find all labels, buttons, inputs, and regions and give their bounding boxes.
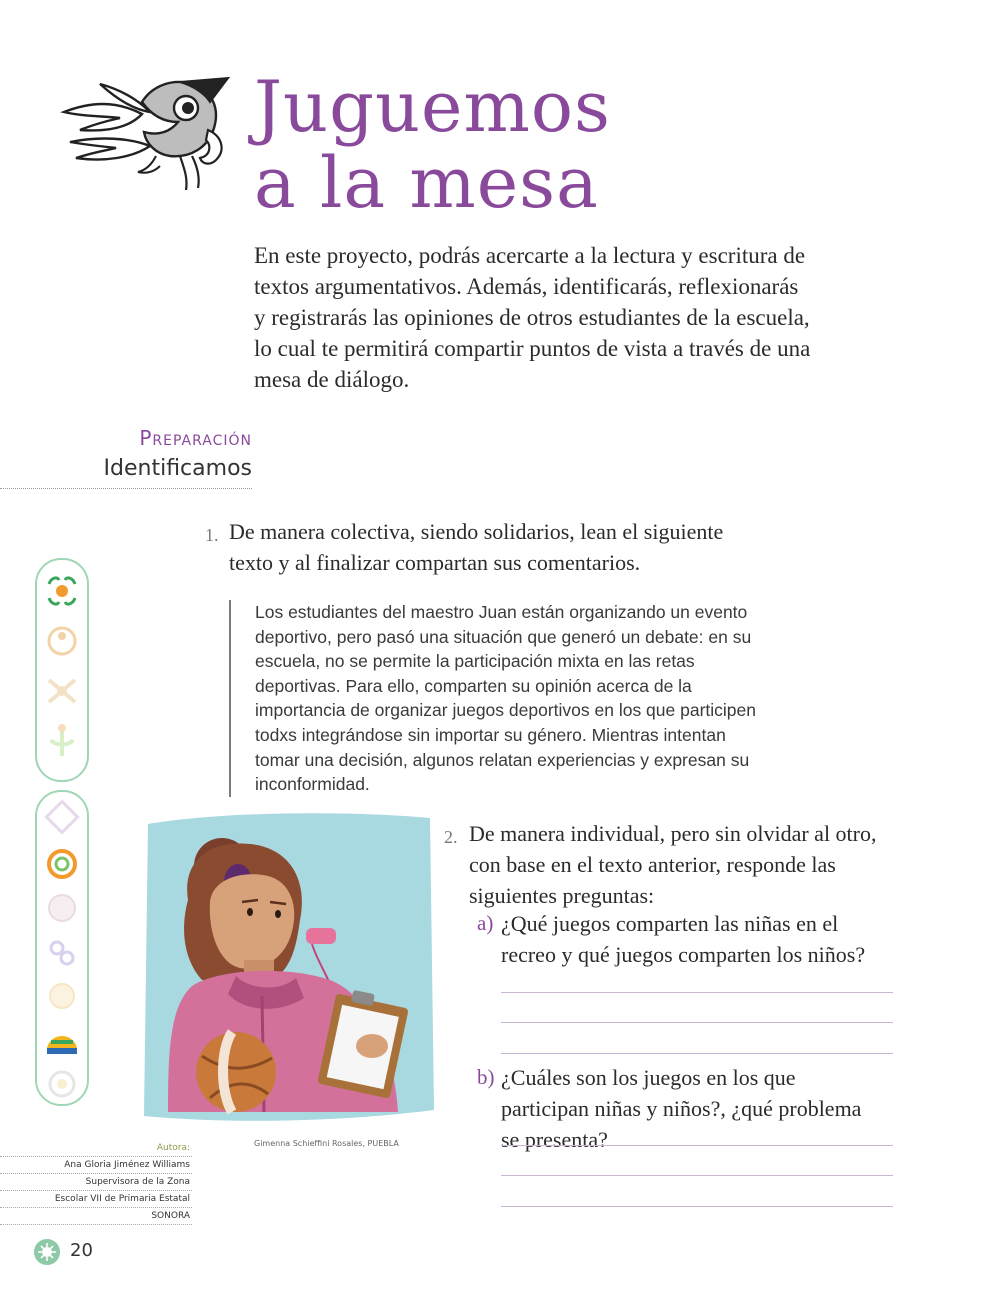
answer-line-b-3[interactable] [501, 1206, 893, 1207]
axis-icon-2 [37, 616, 87, 666]
question-2-item-b-letter: b) [477, 1065, 495, 1089]
intro-paragraph: En este proyecto, podrás acercarte a la lectura y escritura de textos argumentativos. Además, identificarás, reflexionarás y registrarás las opiniones de otros estudiantes de la escuela, lo cual te permitirá compartir puntos de vista a través de una mesa de diálogo. [254, 243, 811, 392]
field-icon-3 [37, 886, 87, 930]
fields-rail [35, 790, 89, 1106]
section-kicker: Preparación [139, 426, 252, 450]
mascot-bird-icon [60, 72, 232, 194]
question-2-item-a-letter: a) [477, 911, 494, 935]
author-line: SONORA [0, 1208, 192, 1225]
question-1-number: 1. [205, 525, 219, 545]
question-2-text: De manera individual, pero sin olvidar al otro, con base en el texto anterior, responde las siguientes preguntas: [469, 821, 877, 908]
question-2 [444, 818, 904, 911]
question-2-item-b [477, 1062, 877, 1155]
question-2-item-b-text: ¿Cuáles son los juegos en los que participan niñas y niños?, ¿qué problema se presenta? [501, 1065, 862, 1152]
author-line: Ana Gloria Jiménez Williams [0, 1157, 192, 1174]
axis-icon-1 [37, 566, 87, 616]
field-icon-5 [37, 974, 87, 1018]
quote-block: Los estudiantes del maestro Juan están organizando un evento deportivo, pero pasó una situación que generó un debate: en su escuela, no se permite la participación mixta en las retas deportivas. Para ello, comparten su opinión acerca de la importancia de organizar juegos deportivos en los que participen todxs integrándose sin importar su género. Mientras intentan tomar una decisión, algunos relatan experiencias y expresan su inconformidad. [229, 600, 765, 797]
field-icon-4 [37, 930, 87, 974]
answer-line-a-3[interactable] [501, 1053, 893, 1054]
illustration-credit: Gimenna Schieffini Rosales, PUEBLA [254, 1139, 399, 1148]
question-2-number: 2. [444, 827, 458, 847]
page-title-line-1: Juguemos [254, 66, 611, 148]
author-line: Escolar VII de Primaria Estatal [0, 1191, 192, 1208]
question-2-item-a [477, 908, 877, 970]
field-icon-1 [37, 798, 87, 842]
question-2-item-a-text: ¿Qué juegos comparten las niñas en el recreo y qué juegos comparten los niños? [501, 911, 866, 967]
author-label: Autora: [0, 1140, 192, 1157]
field-icon-6 [37, 1018, 87, 1062]
section-subtitle: Identificamos [103, 456, 252, 481]
axis-icon-4 [37, 716, 87, 766]
girl-with-whistle-illustration [140, 810, 436, 1130]
page-badge-icon [34, 1239, 60, 1265]
answer-line-b-2[interactable] [501, 1175, 893, 1176]
answer-line-b-1[interactable] [501, 1145, 893, 1146]
author-line: Supervisora de la Zona [0, 1174, 192, 1191]
field-icon-7 [37, 1062, 87, 1106]
question-1-text: De manera colectiva, siendo solidarios, lean el siguiente texto y al finalizar compartan sus comentarios. [229, 519, 724, 575]
axis-rail [35, 558, 89, 782]
answer-line-a-2[interactable] [501, 1022, 893, 1023]
answer-line-a-1[interactable] [501, 992, 893, 993]
page-title-line-2: a la mesa [254, 142, 599, 224]
axis-icon-3 [37, 666, 87, 716]
author-credits [0, 1140, 192, 1225]
field-icon-2 [37, 842, 87, 886]
section-divider [0, 488, 252, 489]
question-1 [205, 516, 765, 578]
page-number: 20 [70, 1240, 93, 1261]
